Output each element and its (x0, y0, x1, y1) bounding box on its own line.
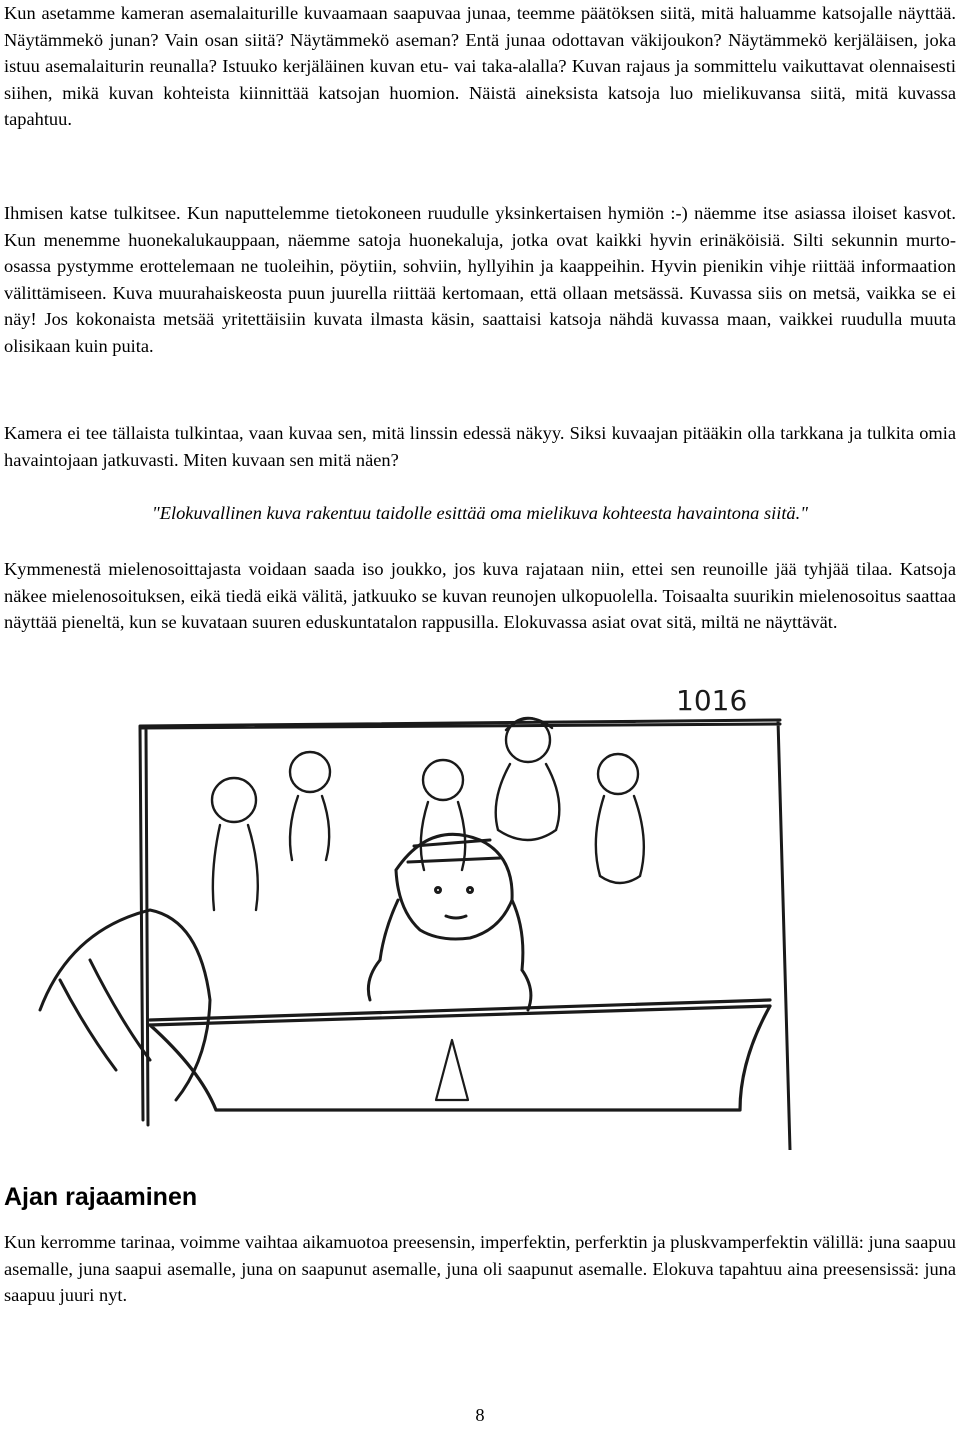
frame-label: 1016 (676, 684, 748, 717)
sketch-foreground-figure (40, 910, 210, 1100)
sketch-figure (212, 718, 644, 910)
paragraph-framing: Kun asetamme kameran asemalaiturille kuvaamaan saapuvaa junaa, teemme päätöksen siitä, mitä haluamme katsojalle näyttää. Näytämmekö junan? Vain osan siitä? Näytämmekö aseman? Entä junaa odottavan väkijoukon? Näytämmekö kerjäläisen, joka istuu asemalaiturin reunalla? Istuuko kerjäläinen kuvan etu- vai taka-alalla? Kuvan rajaus ja sommittelu vaikuttavat olennaisesti siihen, mikä kuvan kohteista kiinnittää katsojan huomion. Näistä aineksista katsoja luo mielikuvansa siitä, mitä kuvassa tapahtuu. (4, 3, 956, 130)
sketch-main-figure (368, 834, 531, 1010)
storyboard-sketch (0, 680, 960, 1150)
section-heading: Ajan rajaaminen (4, 1183, 198, 1211)
paragraph-tenses: Kun kerromme tarinaa, voimme vaihtaa aikamuotoa preesensin, imperfektin, perferktin ja pluskvamperfektin välillä: juna saapuu asemalle, juna saapui asemalle, juna on saapunut asemalle, juna oli saapunut asemalle. Elokuva tapahtuu aina preesensissä: juna saapuu juuri nyt. (4, 1232, 956, 1306)
paragraph-demonstrators: Kymmenestä mielenosoittajasta voidaan saada iso joukko, jos kuva rajataan niin, ettei sen reunoille jää tyhjää tilaa. Katsoja näkee mielenosoituksen, eikä tiedä eikä välitä, jatkuuko se kuvan reunojen ulkopuolella. Toisaalta suurikin mielenosoitus saattaa näyttää pieneltä, kun se kuvataan suuren eduskuntatalon rappusilla. Elokuvassa asiat ovat sitä, miltä ne näyttävät. (4, 559, 956, 633)
paragraph-perception: Ihmisen katse tulkitsee. Kun naputtelemme tietokoneen ruudulle yksinkertaisen hymiön :-) näemme itse asiassa iloiset kasvot. Kun menemme huonekalukauppaan, näemme satoja huonekaluja, jotka ovat kaikki hyvin erinäköisiä. Silti sekunnin murto-osassa pystymme erottelemaan ne tuoleihin, pöytiin, sohviin, hyllyihin ja kaappeihin. Hyvin pienikin vihje riittää informaation välittämiseen. Kuva muurahaiskeosta puun juurella riittää kertomaan, että ollaan metsässä. Kuvassa siis on metsä, vaikka se ei näy! Jos kokonaista metsää yritettäisiin kuvata ilmasta käsin, saattaisi katsoja nähdä kuvassa maan, vaikkei ruudulla muuta olisikaan kuin puita. (4, 203, 956, 356)
paragraph-camera: Kamera ei tee tällaista tulkintaa, vaan kuvaa sen, mitä linssin edessä näkyy. Siksi kuvaajan pitääkin olla tarkkana ja tulkita omia havaintojaan jatkuvasti. Miten kuvaan sen mitä näen? (4, 423, 956, 470)
page-number: 8 (475, 1405, 485, 1425)
sketch-table (150, 1000, 770, 1110)
quote: "Elokuvallinen kuva rakentuu taidolle esittää oma mielikuva kohteesta havaintona siitä." (152, 503, 808, 523)
